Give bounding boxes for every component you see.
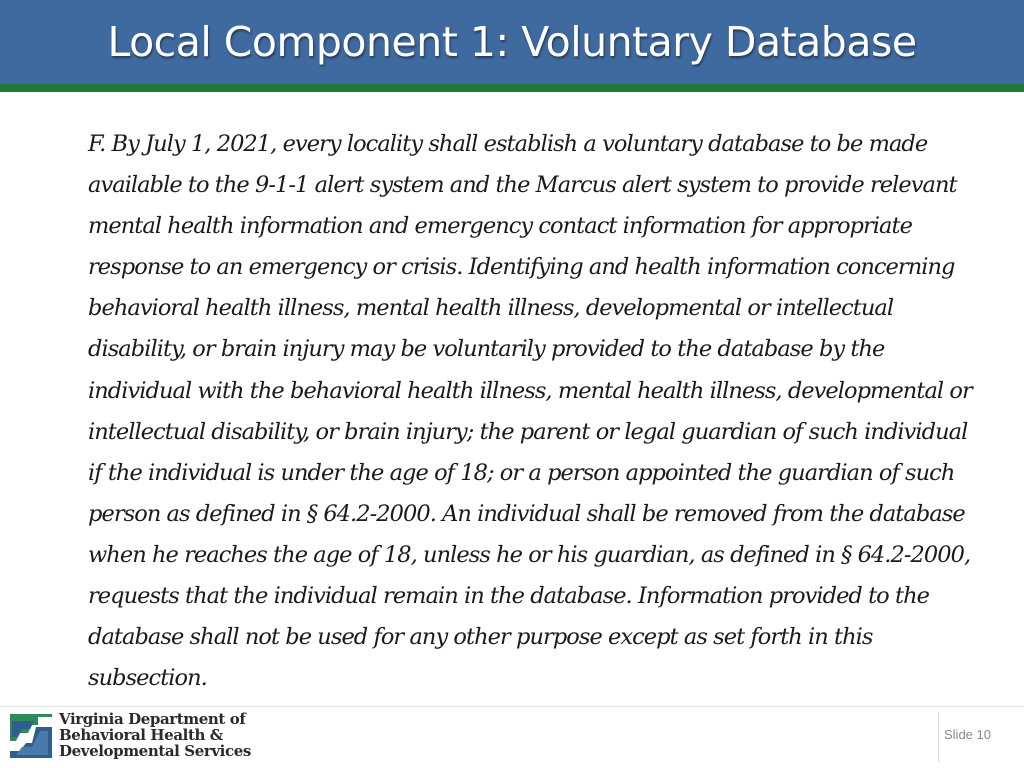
- title-underline: [0, 84, 1024, 92]
- organization-name: [59, 711, 251, 759]
- body-paragraph: F. By July 1, 2021, every locality shall establish a voluntary database to be made available to the 9-1-1 alert system and the Marcus alert system to provide relevant mental health information and emergency contact information for appropriate response to an emergency or crisis. Identifying and health information concerning behavioral health illness, mental health illness, developmental or intellectual disability, or brain injury may be voluntarily provided to the database by the individual with the behavioral health illness, mental health illness, developmental or intellectual disability, or brain injury; the parent or legal guardian of such individual if the individual is under the age of 18; or a person appointed the guardian of such person as defined in § 64.2-2000. An individual shall be removed from the database when he reaches the age of 18, unless he or his guardian, as defined in § 64.2-2000, requests that the individual remain in the database. Information provided to the database shall not be used for any other purpose except as set forth in this subsection.: [88, 131, 972, 692]
- footer-separator: [0, 706, 1024, 707]
- virginia-state-outline-logo-icon: [8, 711, 54, 761]
- org-name-line-3: Developmental Services: [59, 742, 251, 760]
- slide-title: Local Component 1: Voluntary Database: [107, 18, 917, 66]
- dbhds-logo-icon: [8, 711, 54, 761]
- footer-divider: [938, 712, 939, 762]
- slide-number: Slide 10: [944, 727, 991, 742]
- org-name-line-1: Virginia Department of: [59, 710, 246, 728]
- org-name-line-2: Behavioral Health &: [59, 726, 223, 744]
